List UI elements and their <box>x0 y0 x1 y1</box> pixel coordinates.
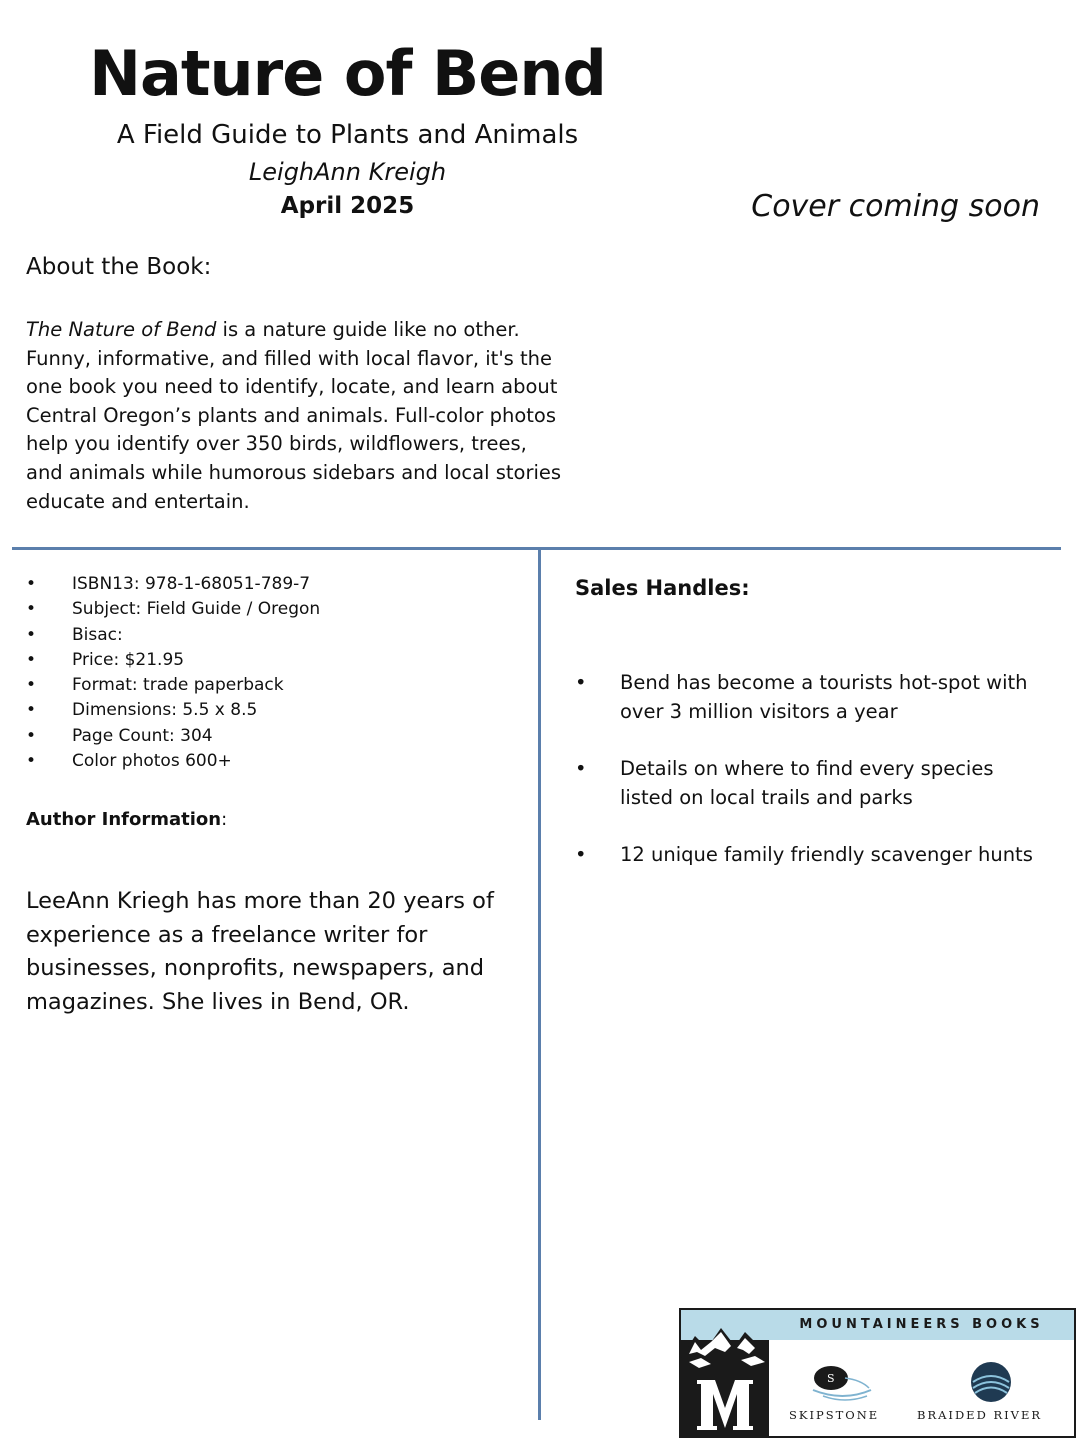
braided-river-label: BRAIDED RIVER <box>917 1408 1043 1422</box>
about-heading: About the Book: <box>26 254 212 280</box>
bullet: • <box>575 843 587 866</box>
detail-item-dimensions: • Dimensions: 5.5 x 8.5 <box>26 698 526 723</box>
bullet: • <box>26 700 37 721</box>
bullet: • <box>26 751 37 772</box>
detail-item-format: • Format: trade paperback <box>26 673 526 698</box>
sales-handle-item: • 12 unique family friendly scavenger hunts <box>575 840 1045 869</box>
book-title: Nature of Bend <box>89 37 606 110</box>
horizontal-divider <box>12 547 1061 550</box>
publication-date: April 2025 <box>280 193 415 219</box>
braided-river-globe-icon <box>969 1360 1013 1404</box>
cover-placeholder-note: Cover coming soon <box>751 189 1040 224</box>
svg-text:S: S <box>827 1372 835 1385</box>
book-details-list <box>26 572 526 774</box>
book-subtitle: A Field Guide to Plants and Animals <box>116 120 579 150</box>
detail-item-bisac: • Bisac: <box>26 623 526 648</box>
author-bio: LeeAnn Kriegh has more than 20 years of experience as a freelance writer for businesses, nonprofits, newspapers, and magazines. She lives in Bend, OR. <box>26 888 494 1015</box>
skipstone-label: SKIPSTONE <box>789 1408 880 1422</box>
detail-item-price: • Price: $21.95 <box>26 648 526 673</box>
detail-item-color-photos: • Color photos 600+ <box>26 749 526 774</box>
about-body-text: is a nature guide like no other. Funny, informative, and filled with local flavor, it's the one book you need to identify, locate, and learn about Central Oregon’s plants and animals. Full-color photos help you identify over 350 birds, wildflowers, trees, and animals while humorous sidebars and local stories educate and entertain. <box>26 318 562 513</box>
publisher-logo <box>679 1308 1076 1438</box>
bullet: • <box>26 725 37 746</box>
sales-handle-item: • Details on where to find every species listed on local trails and parks <box>575 754 1045 812</box>
bullet: • <box>26 649 37 670</box>
vertical-divider <box>538 549 541 1420</box>
author-name: LeighAnn Kreigh <box>248 158 447 186</box>
detail-item-isbn: • ISBN13: 978-1-68051-789-7 <box>26 572 526 597</box>
sales-handle-item: • Bend has become a tourists hot-spot with over 3 million visitors a year <box>575 668 1045 726</box>
bullet: • <box>26 675 37 696</box>
author-info-heading: Author Information: <box>26 809 228 830</box>
mountain-m-logo-icon <box>681 1310 769 1436</box>
about-book-title: The Nature of Bend <box>26 318 217 341</box>
bullet: • <box>575 671 587 694</box>
bullet: • <box>575 757 587 780</box>
bullet: • <box>26 599 37 620</box>
bullet: • <box>26 574 37 594</box>
detail-item-subject: • Subject: Field Guide / Oregon <box>26 597 526 622</box>
skipstone-stone-icon <box>809 1360 875 1404</box>
bullet: • <box>26 624 37 645</box>
detail-item-page-count: • Page Count: 304 <box>26 724 526 749</box>
about-description <box>26 316 566 516</box>
sales-handles-list <box>575 668 1045 897</box>
publisher-name-banner: MOUNTAINEERS BOOKS <box>769 1310 1074 1340</box>
sales-handles-heading: Sales Handles: <box>575 576 750 600</box>
